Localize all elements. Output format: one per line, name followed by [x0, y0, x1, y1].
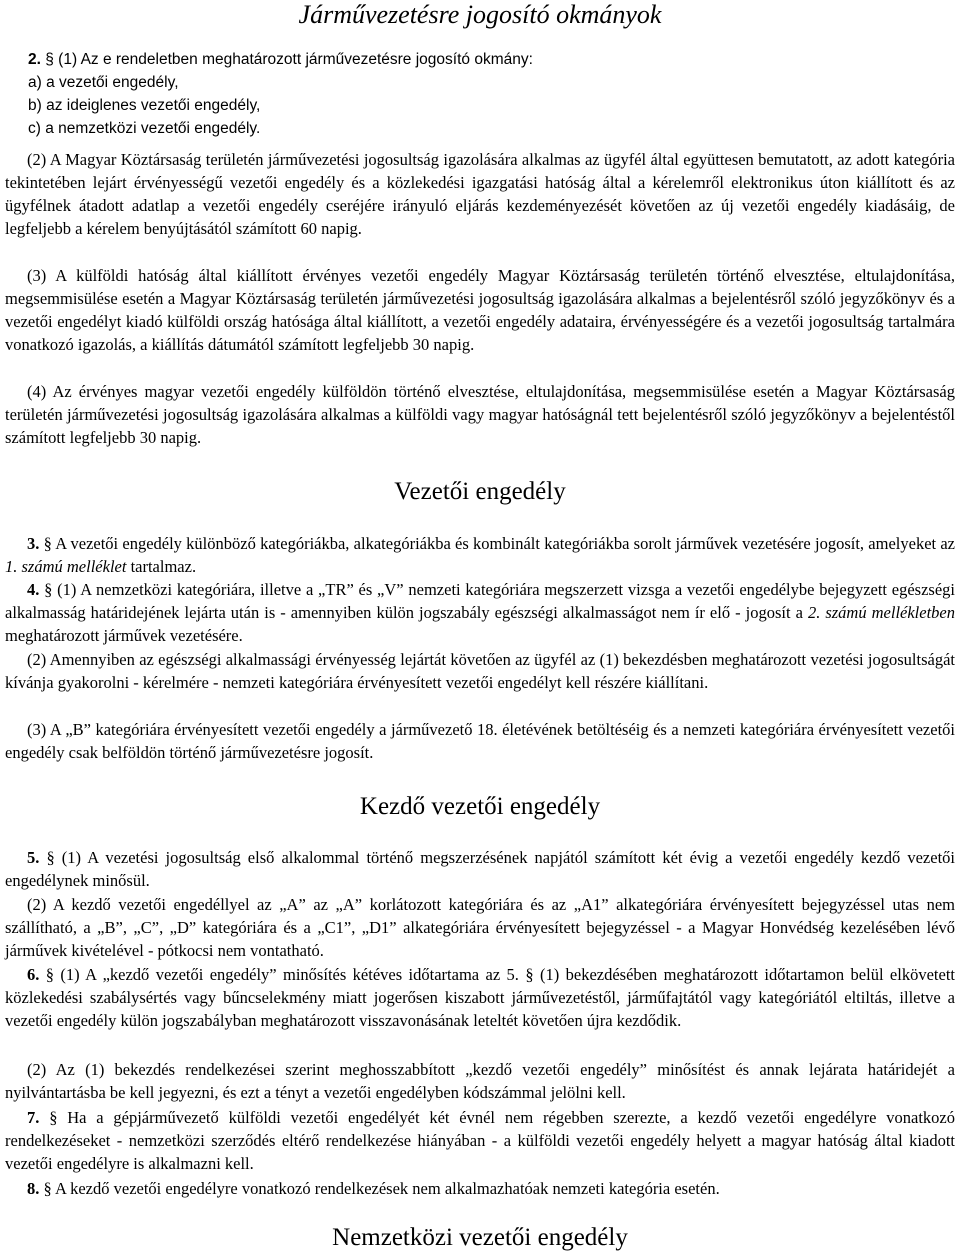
annex-reference: 2. számú mellékletben	[807, 603, 955, 622]
section-number: 6.	[27, 965, 40, 984]
paragraph-text: § (1) A nemzetközi kategóriára, illetve a „TR” és „V” nemzeti kategóriára megszerzett vizsga a vezetői engedélybe bejegyzett egészségi alkalmasság határidejének lejárta után is - amennyiben külön jogszabály egészségi alkalmasságot nem ír elő - jogosít a	[5, 580, 956, 622]
section-4-paragraph-2: (2) Amennyiben az egészségi alkalmassági érvényesség lejártát követően az ügyfél az (1) bekezdésben meghatározott vezetési jogosultságát kívánja gyakorolni - kérelmére - nemzeti kategóriára érvényesített vezetői engedélyt kell részére kiállítani.	[5, 650, 955, 692]
section-number: 3.	[27, 534, 40, 553]
section-2-paragraph-1	[28, 48, 948, 71]
heading-kezdo-vezetoi-engedely: Kezdő vezetői engedély	[359, 793, 601, 820]
annex-reference: 1. számú melléklet	[5, 557, 127, 576]
heading-vezetoi-engedely: Vezetői engedély	[394, 478, 566, 505]
paragraph-text: § (1) A „kezdő vezetői engedély” minősítés kétéves időtartama az 5. § (1) bekezdésében meghatározott időtartamon belül elkövetett közlekedési szabálysértés vagy bűncselekmény miatt jogerősen kiszabott járművezetéstől, járműfajtától vagy kategóriától eltiltás, illetve a vezetői engedély külön jogszabályban meghatározott visszavonásának leteltét követően újra kezdődik.	[5, 965, 955, 1030]
section-2	[28, 48, 948, 140]
section-number: 8.	[27, 1179, 40, 1198]
section-4-paragraph-3: (3) A „B” kategóriára érvényesített vezetői engedély a járművezető 18. életévének betöltéséig és a nemzeti kategóriára érvényesített vezetői engedély csak belföldön történő járművezetésre jogosít.	[5, 720, 955, 762]
list-item: b) az ideiglenes vezetői engedély,	[28, 97, 261, 114]
section-4-paragraph-1	[5, 578, 955, 647]
section-5-paragraph-1	[5, 846, 955, 892]
section-number: 5.	[27, 848, 40, 867]
section-number: 7.	[27, 1108, 40, 1127]
section-7	[5, 1106, 955, 1175]
list-item: a) a vezetői engedély,	[28, 74, 179, 91]
paragraph-text: meghatározott járművek vezetésére.	[5, 626, 243, 645]
paragraph-text: tartalmaz.	[126, 557, 197, 576]
section-number: 4.	[27, 580, 40, 599]
section-5-paragraph-2: (2) A kezdő vezetői engedéllyel az „A” az „A” korlátozott kategóriára és az „A1” alkategóriára érvényesített bejegyzéssel utas nem szállítható, a „B”, „C”, „D” kategóriára és a „C1”, „D1” alkategóriára érvényesített bejegyzéssel - a Magyar Honvédség kezelésében lévő járművek kivételével - pótkocsi nem vontatható.	[5, 895, 955, 960]
section-6-paragraph-1	[5, 963, 955, 1032]
list-item: c) a nemzetközi vezetői engedély.	[28, 120, 261, 137]
heading-nemzetkozi-vezetoi-engedely: Nemzetközi vezetői engedély	[332, 1224, 628, 1251]
paragraph-text: § A kezdő vezetői engedélyre vonatkozó rendelkezések nem alkalmazhatóak nemzeti kategória esetén.	[43, 1179, 720, 1198]
section-3	[5, 532, 955, 578]
paragraph-text: § A vezetői engedély különböző kategóriákba, alkategóriákba és kombinált kategóriákba sorolt járművek vezetésére jogosít, amelyeket az	[43, 534, 956, 553]
section-2-paragraph-2: (2) A Magyar Köztársaság területén járművezetési jogosultság igazolására alkalmas az ügyfél által együttesen bemutatott, az adott kategória tekintetében lejárt érvényességű vezetői engedély és a közlekedési igazgatási hatóság által a kérelemről elektronikus úton kiállított és az ügyfélnek átadott adatlap a vezetői engedély cseréjére irányuló eljárás kezdeményezését követően az új vezetői engedély kiadásáig, de legfeljebb a kérelem benyújtásától számított 60 napig.	[5, 150, 955, 238]
document-title: Járművezetésre jogosító okmányok	[298, 0, 662, 29]
paragraph-text: § (1) Az e rendeletben meghatározott járművezetésre jogosító okmány:	[45, 51, 533, 68]
section-number: 2.	[28, 51, 41, 68]
section-6-paragraph-2: (2) Az (1) bekezdés rendelkezései szerint meghosszabbított „kezdő vezetői engedély” minősítést és annak lejárata határidejét a nyilvántartásba be kell jegyezni, és ezt a tényt a vezetői engedélyben kódszámmal jelölni kell.	[5, 1060, 955, 1102]
section-8	[5, 1177, 955, 1200]
section-2-paragraph-3: (3) A külföldi hatóság által kiállított érvényes vezetői engedély Magyar Köztársaság területén történő elvesztése, eltulajdonítása, megsemmisülése esetén a Magyar Köztársaság területén járművezetési jogosultság igazolására alkalmas a bejelentésről szóló jegyzőkönyv és a vezetői engedélyt kiadó külföldi ország hatósága által kiállított, a vezetői engedély adataira, érvényességére és a vezetői jogosultság tartalmára vonatkozó igazolás, a kiállítás dátumától számított legfeljebb 30 napig.	[5, 266, 955, 354]
paragraph-text: § Ha a gépjárművezető külföldi vezetői engedélyét két évnél nem régebben szerezte, a kezdő vezetői engedélyre vonatkozó rendelkezéseket - nemzetközi szerződés eltérő rendelkezése hiányában - a külföldi vezetői engedély helyett a magyar hatóság által kiadott vezetői engedélyre is alkalmazni kell.	[5, 1108, 956, 1173]
section-2-paragraph-4: (4) Az érvényes magyar vezetői engedély külföldön történő elvesztése, eltulajdonítása, megsemmisülése esetén a Magyar Köztársaság területén járművezetési jogosultság igazolására alkalmas a külföldi vagy magyar hatóságnál tett bejelentésről szóló jegyzőkönyv a bejelentéstől számított legfeljebb 30 napig.	[5, 382, 955, 447]
paragraph-text: § (1) A vezetési jogosultság első alkalommal történő megszerzésének napjától számított két évig a vezetői engedély kezdő vezetői engedélynek minősül.	[5, 848, 955, 890]
